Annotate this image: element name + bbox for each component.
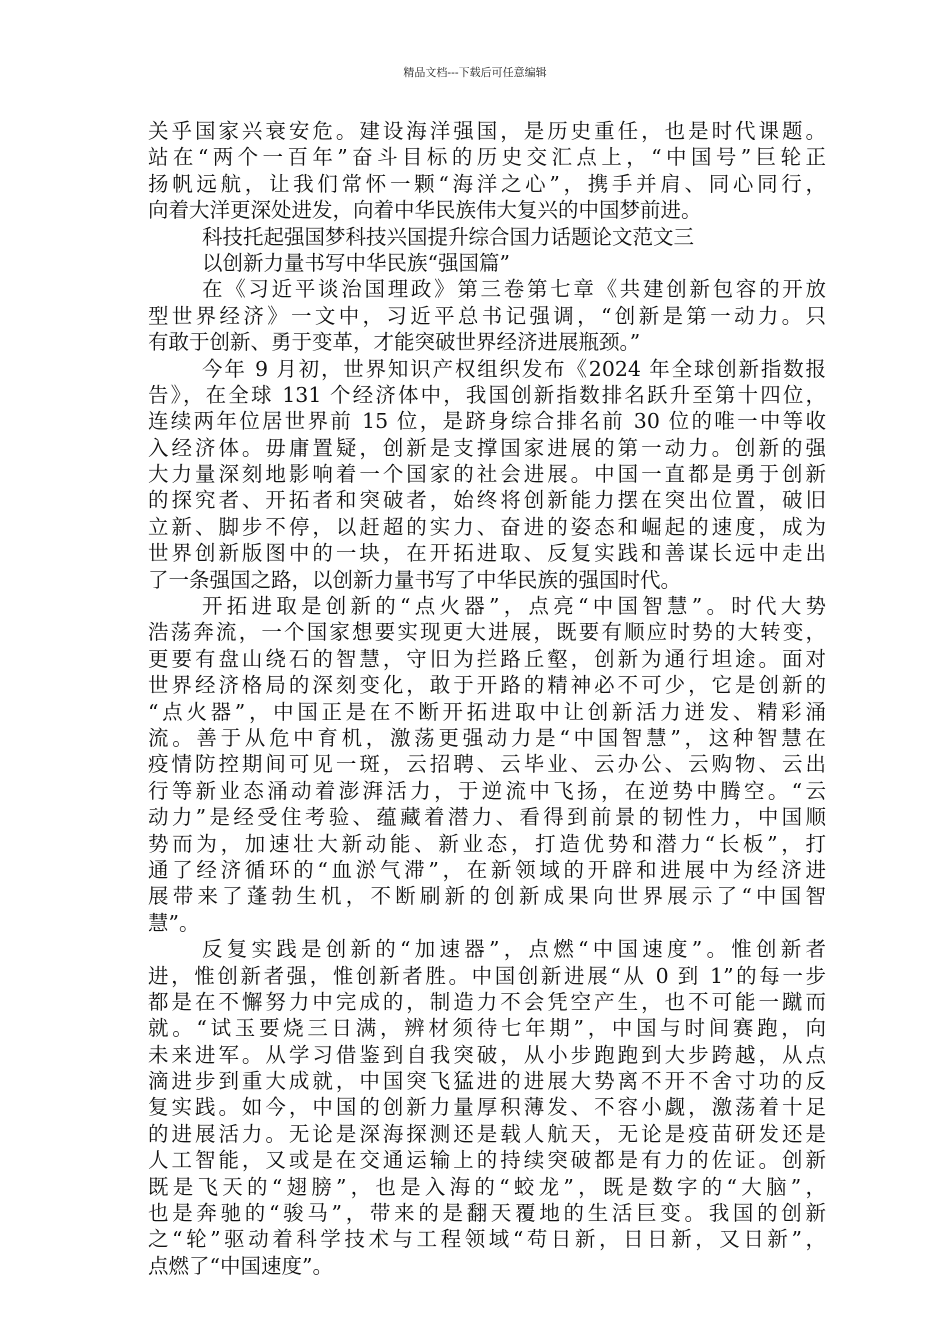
text-line: 关乎国家兴衰安危。建设海洋强国，是历史重任，也是时代课题。 [148,119,826,143]
text-line: 世界经济格局的深刻变化，敢于开路的精神必不可少，它是创新的 [148,673,826,698]
text-line: 就。“试玉要烧三日满，辨材须待七年期”，中国与时间赛跑，向 [148,1016,826,1041]
text-line: 连续两年位居世界前 15 位，是跻身综合排名前 30 位的唯一中等收 [148,409,826,434]
text-line: 世界创新版图中的一块，在开拓进取、反复实践和善谋长远中走出 [148,541,826,566]
text-line: 在《习近平谈治国理政》第三卷第七章《共建创新包容的开放 [202,277,826,302]
text-line: 的探究者、开拓者和突破者，始终将创新能力摆在突出位置，破旧 [148,488,826,513]
paragraph [148,276,826,355]
text-line: 今年 9 月初，世界知识产权组织发布《2024 年全球创新指数报 [202,356,826,381]
text-line: 更要有盘山绕石的智慧，守旧为拦路丘壑，创新为通行坦途。面对 [148,646,826,671]
document-body [148,118,826,1279]
text-line: 流。善于从危中育机，激荡更强动力是“中国智慧”，这种智慧在 [148,725,826,750]
text-line: 了一条强国之路，以创新力量书写了中华民族的强国时代。 [148,567,681,592]
text-line: 立新、脚步不停，以赶超的实力、奋进的姿态和崛起的速度，成为 [148,514,826,539]
text-line: 行等新业态涌动着澎湃活力，于逆流中飞扬，在逆势中腾空。“云 [148,778,826,803]
text-line: 人工智能，又或是在交通运输上的持续突破都是有力的佐证。创新 [148,1148,826,1173]
text-line: 大力量深刻地影响着一个国家的社会进展。中国一直都是勇于创新 [148,462,826,487]
text-line: 反复实践是创新的“加速器”，点燃“中国速度”。惟创新者 [202,937,826,962]
text-line: 点燃了“中国速度”。 [148,1253,333,1278]
text-line: 的进展活力。无论是深海探测还是载人航天，无论是疫苗研发还是 [148,1121,826,1146]
text-line: 复实践。如今，中国的创新力量厚积薄发、不容小觑，激荡着十足 [148,1095,826,1120]
text-line: 扬帆远航，让我们常怀一颗“海洋之心”，携手并肩、同心同行， [148,171,826,196]
text-line: 慧”。 [148,910,200,935]
text-line: 入经济体。毋庸置疑，创新是支撑国家进展的第一动力。创新的强 [148,435,826,460]
paragraph [148,356,826,594]
text-line: “点火器”，中国正是在不断开拓进取中让创新活力迸发、精彩涌 [148,699,826,724]
text-line: 有敢于创新、勇于变革，才能突破世界经济进展瓶颈。” [148,330,641,355]
text-line: 势而为，加速壮大新动能、新业态，打造优势和潜力“长板”，打 [148,831,826,856]
text-line: 通了经济循环的“血淤气滞”，在新领域的开辟和进展中为经济进 [148,857,826,882]
text-line: 都是在不懈努力中完成的，制造力不会凭空产生，也不可能一蹴而 [148,989,826,1014]
text-line: 展带来了蓬勃生机，不断刷新的创新成果向世界展示了“中国智 [148,884,826,909]
text-line: 进，惟创新者强，惟创新者胜。中国创新进展“从 0 到 1”的每一步 [148,963,826,988]
text-line: 站在“两个一百年”奋斗目标的历史交汇点上，“中国号”巨轮正 [148,145,826,170]
text-line: 型世界经济》一文中，习近平总书记强调，“创新是第一动力。只 [148,303,826,328]
text-line: 告》，在全球 131 个经济体中，我国创新指数排名跃升至第十四位， [148,382,826,407]
page-header: 精品文档---下载后可任意编辑 [403,66,547,79]
section-title [148,250,826,276]
text-line: 之“轮”驱动着科学技术与工程领域“苟日新，日日新，又日新”， [148,1227,826,1252]
text-line: 开拓进取是创新的“点火器”，点亮“中国智慧”。时代大势 [202,594,826,619]
text-line: 以创新力量书写中华民族“强国篇” [202,250,510,275]
paragraph [148,118,826,224]
text-line: 疫情防控期间可见一斑，云招聘、云毕业、云办公、云购物、云出 [148,752,826,777]
text-line: 未来进军。从学习借鉴到自我突破，从小步跑跑到大步跨越，从点 [148,1042,826,1067]
paragraph [148,593,826,936]
text-line: 既是飞天的“翅膀”，也是入海的“蛟龙”，既是数字的“大脑”， [148,1174,826,1199]
text-line: 向着大洋更深处进发，向着中华民族伟大复兴的中国梦前进。 [148,198,702,223]
text-line: 也是奔驰的“骏马”，带来的是翻天覆地的生活巨变。我国的创新 [148,1201,826,1226]
text-line: 科技托起强国梦科技兴国提升综合国力话题论文范文三 [202,224,694,249]
paragraph [148,936,826,1279]
section-title [148,224,826,250]
text-line: 浩荡奔流，一个国家想要实现更大进展，既要有顺应时势的大转变， [148,620,826,645]
text-line: 滴进步到重大成就，中国突飞猛进的进展大势离不开不舍寸功的反 [148,1069,826,1094]
text-line: 动力”是经受住考验、蕴藏着潜力、看得到前景的韧性力，中国顺 [148,805,826,830]
